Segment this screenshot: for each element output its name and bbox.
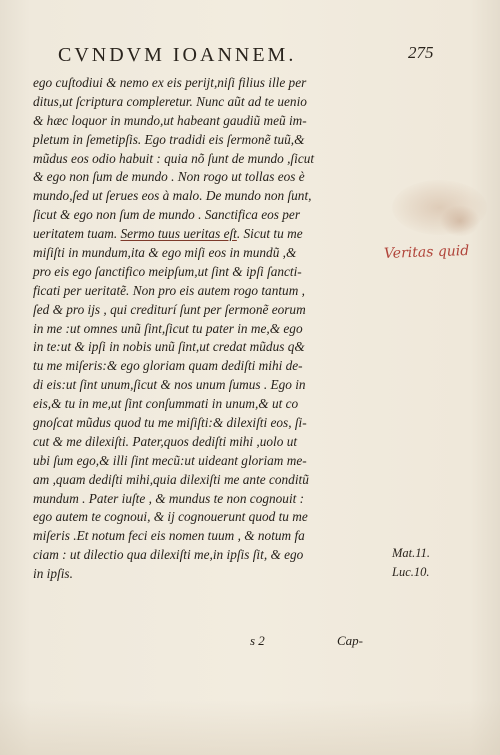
text-line: am ,quam dediſti mihi,quia dilexiſti me ante conditũ bbox=[33, 471, 309, 487]
text-line: ditus,ut ſcriptura compleretur. Nunc aũt ad te uenio bbox=[33, 93, 307, 109]
foxing-stain bbox=[440, 205, 480, 237]
text-segment: . Sicut tu me bbox=[236, 226, 303, 242]
handwritten-marginal-note: Veritas quid bbox=[383, 242, 470, 262]
page-edge-shadow bbox=[0, 700, 500, 755]
text-line: ficati per ueritatẽ. Non pro eis autem rogo tantum , bbox=[33, 282, 305, 298]
text-segment: ueritatem tuam. bbox=[33, 226, 118, 242]
running-title: CVNDVM IOANNEM. bbox=[58, 44, 297, 66]
main-text-block bbox=[33, 74, 379, 644]
catchword: Cap- bbox=[337, 633, 363, 648]
text-line: pletum in ſemetipſis. Ego tradidi eis ſermonẽ tuũ,& bbox=[33, 131, 305, 147]
text-line: in ipſis. bbox=[33, 566, 73, 582]
page-number: 275 bbox=[408, 43, 434, 62]
text-line: ciam : ut dilectio qua dilexiſti me,in ipſis ſit, & ego bbox=[33, 547, 304, 563]
text-line: ego cuſtodiui & nemo ex eis perijt,niſi filius ille per bbox=[33, 75, 307, 90]
text-line: miſiſti in mundum,ita & ego miſi eos in mundũ ,& bbox=[33, 245, 297, 261]
text-line: ſed & pro ijs , qui crediturí ſunt per ſermonẽ eorum bbox=[33, 301, 306, 317]
text-line: eis,& tu in me,ut ſint conſummati in unum,& ut co bbox=[33, 396, 299, 412]
text-line: & hæc loquor in mundo,ut habeant gaudiũ meũ im- bbox=[33, 112, 307, 128]
text-line: in me :ut omnes unũ ſint,ſicut tu pater in me,& ego bbox=[33, 320, 303, 336]
underlined-phrase: Sermo tuus ueritas eſt bbox=[120, 226, 237, 242]
text-line: mundum . Pater iuſte , & mundus te non cognouit : bbox=[33, 490, 305, 506]
text-line: tu me miſeris:& ego gloriam quam dediſti mihi de- bbox=[33, 358, 303, 374]
text-line: & ego non ſum de mundo . Non rogo ut tollas eos è bbox=[33, 169, 305, 185]
text-line: gnoſcat mũdus quod tu me miſiſti:& dilexiſti eos, ſi- bbox=[33, 415, 307, 431]
signature-mark: s 2 bbox=[250, 633, 265, 648]
text-line: miſeris .Et notum feci eis nomen tuum , & notum fa bbox=[33, 528, 305, 544]
text-line: ſicut & ego non ſum de mundo . Sanctifica eos per bbox=[33, 207, 301, 223]
text-line: mũdus eos odio habuit : quia nõ ſunt de mundo ,ſicut bbox=[33, 150, 315, 166]
text-line-underlined bbox=[33, 225, 379, 244]
sidenote-luc: Luc.10. bbox=[392, 565, 430, 579]
text-line: ego autem te cognoui, & ij cognouerunt quod tu me bbox=[33, 509, 308, 525]
text-line: in te:ut & ipſi in nobis unũ ſint,ut credat mũdus q& bbox=[33, 339, 305, 355]
foxing-stain bbox=[392, 180, 487, 235]
text-line: ubi ſum ego,& illi ſint mecũ:ut uideant gloriam me- bbox=[33, 452, 307, 468]
text-line: di eis:ut ſint unum,ſicut & nos unum ſumus . Ego in bbox=[33, 377, 306, 393]
text-line: pro eis ego ſanctifico meipſum,ut ſint & ipſi ſancti- bbox=[33, 263, 302, 279]
sidenote-mat: Mat.11. bbox=[392, 546, 430, 560]
text-line: mundo,ſed ut ſerues eos à malo. De mundo non ſunt, bbox=[33, 188, 312, 204]
text-line: cut & me dilexiſti. Pater,quos dediſti mihi ,uolo ut bbox=[33, 433, 298, 449]
